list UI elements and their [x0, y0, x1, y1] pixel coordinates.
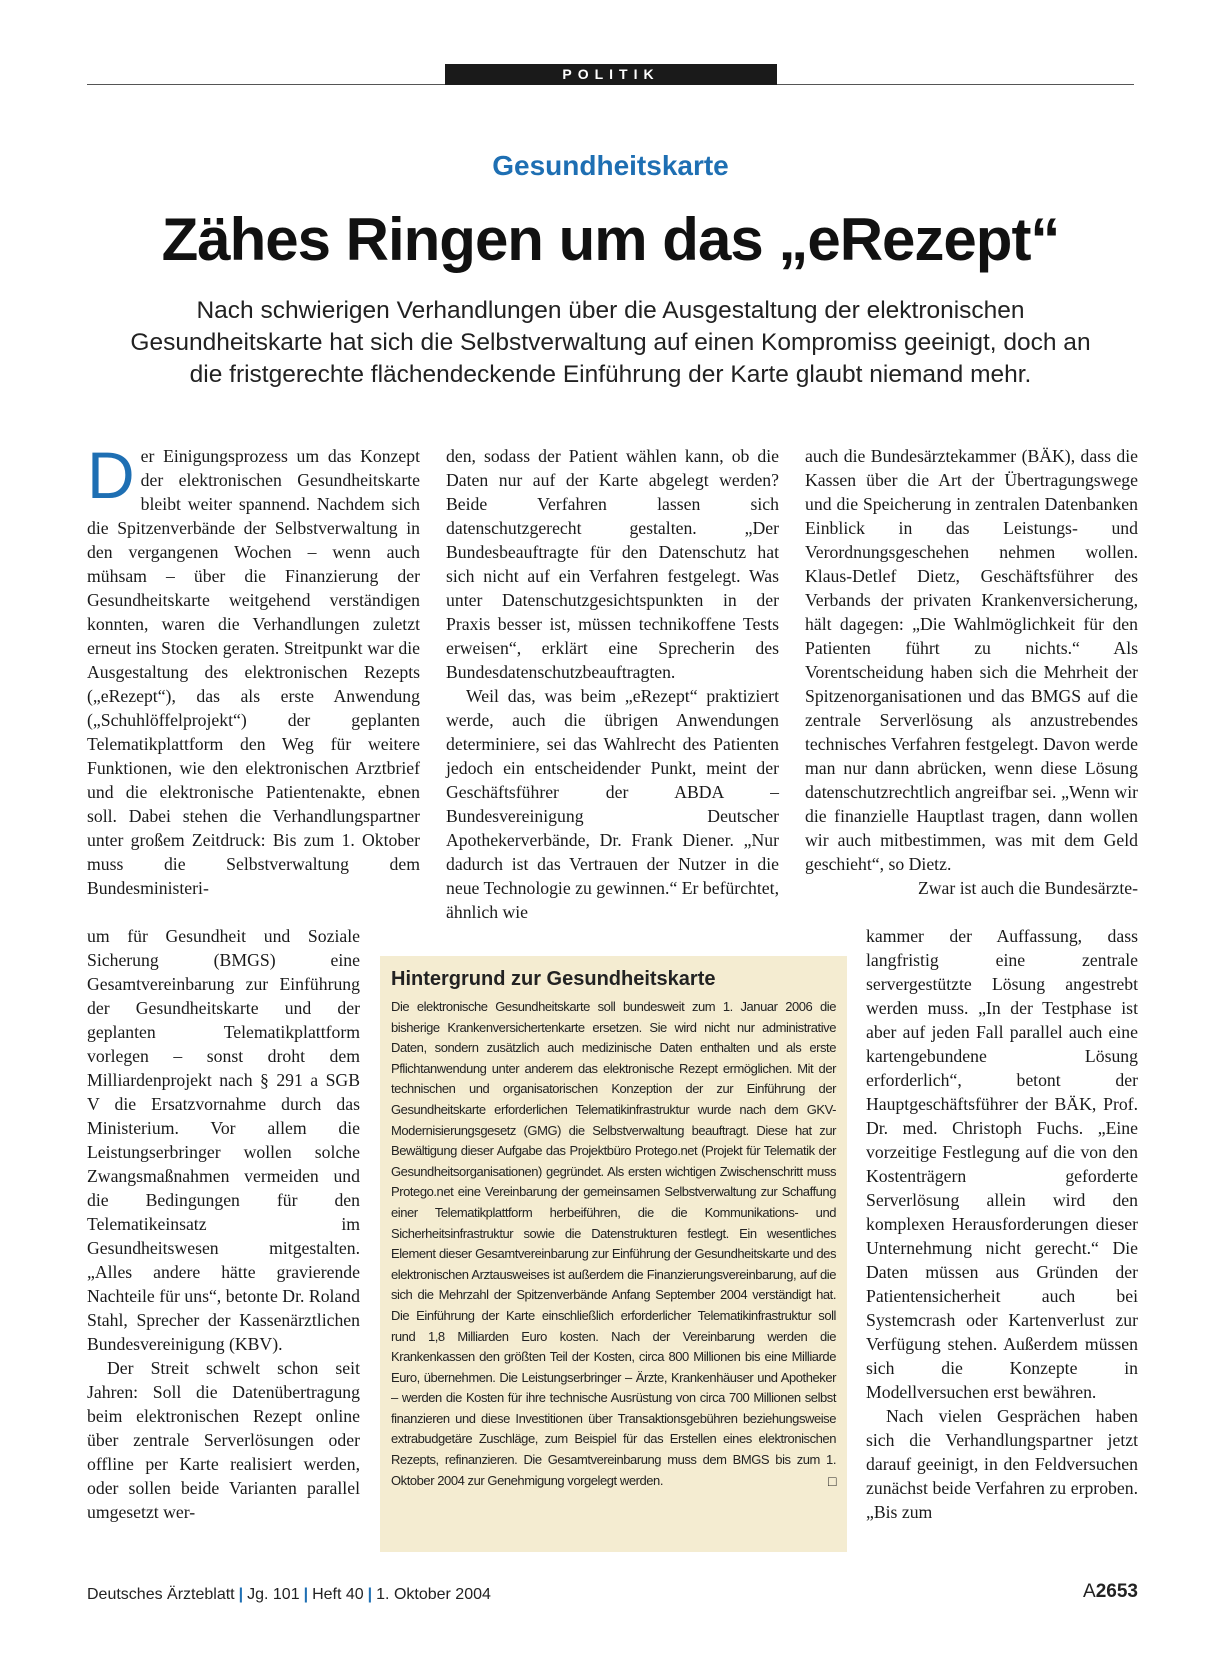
- end-mark-icon: □: [827, 1472, 836, 1489]
- article-kicker: Gesundheitskarte: [492, 150, 729, 181]
- column-1-top: [87, 438, 420, 900]
- paragraph: um für Gesundheit und Soziale Sicherung (BMGS) eine Gesamtvereinbarung zur Einführung der Gesundheitskarte und der geplanten Telematikplattform vorlegen – sonst droht dem Milliardenprojekt nach § 291 a SGB V die Ersatzvornahme durch das Ministerium. Vor allem die Leistungserbringer wollen solche Zwangsmaßnahmen vermeiden und die Bedingungen für den Telematikeinsatz im Gesundheitswesen mitgestalten. „Alles andere hätte gravierende Nachteile für uns“, betonte Dr. Roland Stahl, Sprecher der Kassenärztlichen Bundesvereinigung (KBV).: [87, 926, 360, 1354]
- article-lead: Nach schwierigen Verhandlungen über die Ausgestaltung der elektronischen Gesundheitskarte hat sich die Selbstverwaltung auf einen Kompromiss geeinigt, doch an die fristgerechte flächendeckende Einführung der Karte glaubt niemand mehr.: [130, 297, 1091, 388]
- journal-name: Deutsches Ärzteblatt: [87, 1586, 235, 1603]
- section-tag: POLITIK: [445, 64, 777, 85]
- paragraph: den, sodass der Patient wählen kann, ob die Daten nur auf der Karte abgelegt werden? Beide Verfahren lassen sich datenschutzgerecht gestalten. „Der Bundesbeauftragte für den Datenschutz hat sich nicht auf ein Verfahren festgelegt. Was unter Datenschutzgesichtspunkten in der Praxis besser ist, müssen technikoffene Tests erweisen“, erklärt eine Sprecherin des Bundesdatenschutzbeauftragten.: [446, 446, 779, 682]
- issue-date: 1. Oktober 2004: [376, 1586, 491, 1603]
- page-number: [1083, 1581, 1138, 1603]
- info-box-body: [391, 997, 836, 1491]
- column-2: [446, 444, 779, 924]
- drop-cap: D: [87, 438, 135, 512]
- paragraph: kammer der Auffassung, dass langfristig eine zentrale servergestützte Lösung angestrebt werden muss. „In der Testphase ist aber auf jeden Fall parallel auch eine kartengebundene Lösung erforderlich“, betont der Hauptgeschäftsführer der BÄK, Prof. Dr. med. Christoph Fuchs. „Eine vorzeitige Festlegung auf die von den Kostenträgern geforderte Serverlösung allein wird den komplexen Herausforderungen dieser Unternehmung nicht gerecht.“ Die Daten müssen aus Gründen der Patientensicherheit auch bei Systemcrash oder Kartenverlust zur Verfügung stehen. Außerdem müssen sich die Konzepte in Modellversuchen erst bewähren.: [866, 926, 1138, 1402]
- info-box-title: Hintergrund zur Gesundheitskarte: [391, 968, 716, 990]
- paragraph: Nach vielen Gesprächen haben sich die Verhandlungspartner jetzt darauf geeinigt, in den Feldversuchen zunächst beide Verfahren zu erproben. „Bis zum: [866, 1406, 1138, 1522]
- column-3-bottom: [866, 924, 1138, 1524]
- issue: Heft 40: [312, 1586, 364, 1603]
- article-headline: Zähes Ringen um das „eRezept“: [161, 206, 1060, 273]
- info-box-text: Die elektronische Gesundheitskarte soll bundesweit zum 1. Januar 2006 die bisherige Krankenversichertenkarte ersetzen. Sie wird nicht nur administrative Daten, sondern zusätzlich auch medizinische Daten enthalten und als erste Pflichtanwendung unter anderem das elektronische Rezept ermöglichen. Mit der technischen und organisatorischen Konzeption der zur Einführung der Gesundheitskarte erforderlichen Telematikinfrastruktur wurde nach dem GKV-Modernisierungsgesetz (GMG) die Selbstverwaltung beauftragt. Diese hat zur Bewältigung dieser Aufgabe das Projektbüro Protego.net (Projekt für Telematik der Gesundheitsorganisationen) gegründet. Als ersten wichtigen Zwischenschritt muss Protego.net eine Vereinbarung der gemeinsamen Selbstverwaltung zur Schaffung einer Telematikplattform herbeiführen, die die Kommunikations- und Sicherheitsinfrastruktur sowie die Datenstrukturen festlegt. Ein wesentliches Element dieser Gesamtvereinbarung zur Einführung der Gesundheitskarte und des elektronischen Arztausweises ist außerdem die Finanzierungsvereinbarung, auf die sich die Mehrzahl der Spitzenverbände Anfang September 2004 verständigt hat. Die Einführung der Karte einschließlich erforderlicher Telematikinfrastruktur soll rund 1,8 Milliarden Euro kosten. Nach der Vereinbarung werden die Krankenkassen den größten Teil der Kosten, circa 800 Millionen bis eine Milliarde Euro, übernehmen. Die Leistungserbringer – Ärzte, Krankenhäuser und Apotheker – werden die Kosten für ihre technische Ausrüstung von circa 700 Millionen selbst finanzieren und diese Investitionen über Transaktionsgebühren beziehungsweise extrabudgetäre Zuschläge, zum Beispiel für das Erstellen eines elektronischen Rezepts, refinanzieren. Die Gesamtvereinbarung muss dem BMGS bis zum 1. Oktober 2004 zur Genehmigung vorgelegt werden.: [391, 999, 836, 1488]
- column-3-top: [805, 444, 1138, 900]
- info-box: [380, 956, 847, 1552]
- page-number-value: 2653: [1095, 1581, 1138, 1602]
- page-prefix: A: [1083, 1581, 1096, 1602]
- footer-citation: Deutsches Ärzteblatt | Jg. 101 | Heft 40 | 1. Oktober 2004: [87, 1586, 491, 1603]
- paragraph: Der Streit schwelt schon seit Jahren: Soll die Datenübertragung beim elektronischen Rezept online über zentrale Serverlösungen oder offline per Karte realisiert werden, oder sollen beide Varianten parallel umgesetzt wer-: [87, 1358, 360, 1522]
- paragraph: Weil das, was beim „eRezept“ praktiziert werde, auch die übrigen Anwendungen determiniere, sei das Wahlrecht des Patienten jedoch ein entscheidender Punkt, meint der Geschäftsführer der ABDA – Bundesvereinigung Deutscher Apothekerverbände, Dr. Frank Diener. „Nur dadurch ist das Vertrauen der Nutzer in die neue Technologie zu gewinnen.“ Er befürchtet, ähnlich wie: [446, 686, 779, 922]
- column-1-bottom: [87, 924, 360, 1524]
- paragraph: auch die Bundesärztekammer (BÄK), dass die Kassen über die Art der Übertragungswege und die Speicherung in zentralen Datenbanken Einblick in das Leistungs- und Verordnungsgeschehen nehmen wollen. Klaus-Detlef Dietz, Geschäftsführer des Verbands der privaten Krankenversicherung, hält dagegen: „Die Wahlmöglichkeit für den Patienten führt zu nichts.“ Als Vorentscheidung haben sich die Mehrheit der Spitzenorganisationen und das BMGS auf die zentrale Serverlösung als anzustrebendes technisches Verfahren festgelegt. Davon werde man nur dann abrücken, wenn diese Lösung datenschutzrechtlich angreifbar sei. „Wenn wir die finanzielle Hauptlast tragen, dann wollen wir auch mitbestimmen, was mit dem Geld geschieht“, so Dietz.: [805, 446, 1138, 874]
- paragraph: er Einigungsprozess um das Konzept der elektronischen Gesundheitskarte bleibt weiter spannend. Nachdem sich die Spitzenverbände der Selbstverwaltung in den vergangenen Wochen – wenn auch mühsam – über die Finanzierung der Gesundheitskarte weitgehend verständigen konnten, waren die Verhandlungen zuletzt erneut ins Stocken geraten. Streitpunkt war die Ausgestaltung des elektronischen Rezepts („eRezept“), das als erste Anwendung („Schuhlöffelprojekt“) der geplanten Telematikplattform den Weg für weitere Funktionen, wie den elektronischen Arztbrief und die elektronische Patientenakte, ebnen soll. Dabei stehen die Verhandlungspartner unter großem Zeitdruck: Bis zum 1. Oktober muss die Selbstverwaltung dem Bundesministeri-: [87, 446, 420, 898]
- volume: Jg. 101: [247, 1586, 300, 1603]
- paragraph-start: Zwar ist auch die Bundesärzte-: [917, 878, 1138, 898]
